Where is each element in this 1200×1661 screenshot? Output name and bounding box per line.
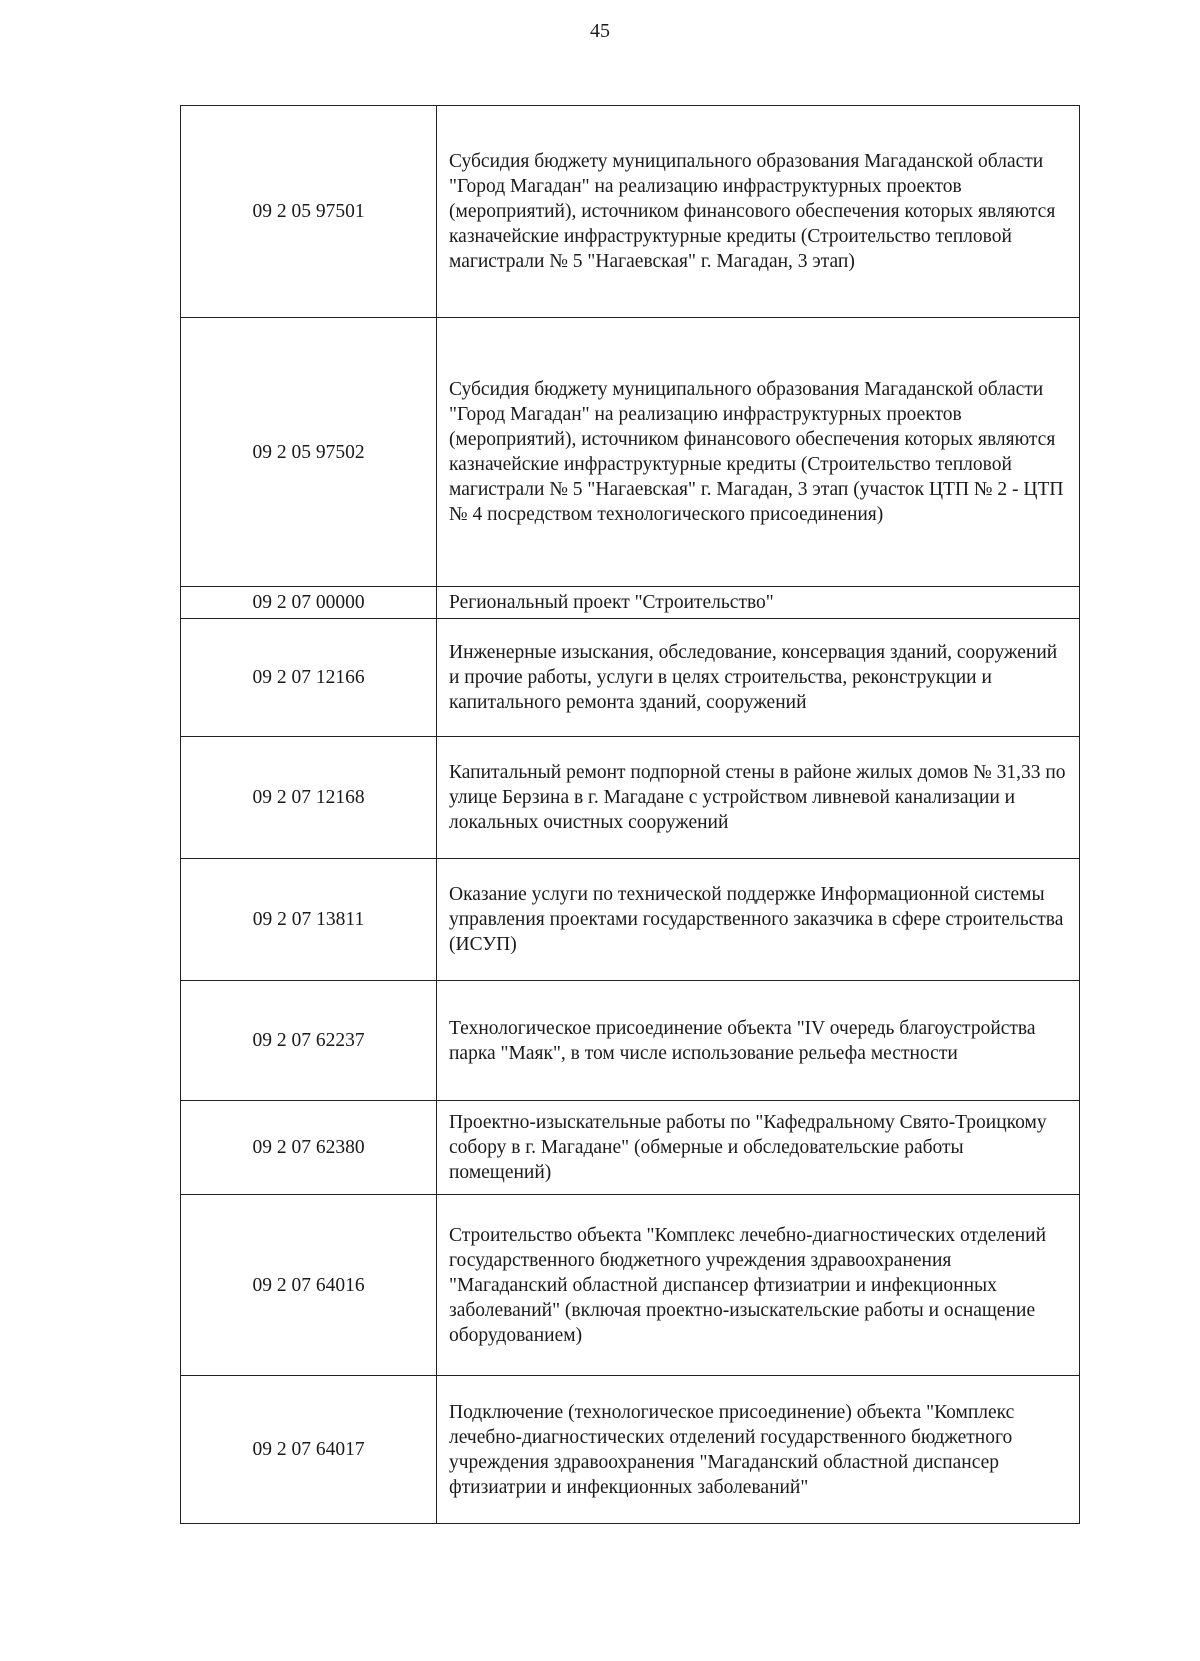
table-row [181,619,1080,737]
table-row [181,1376,1080,1524]
row-code: 09 2 07 64017 [181,1376,437,1524]
row-description: Проектно-изыскательные работы по "Кафедральному Свято-Троицкому собору в г. Магадане" (обмерные и обследовательские работы помещений) [437,1101,1080,1195]
table-row [181,1101,1080,1195]
table-row [181,1195,1080,1376]
row-description: Капитальный ремонт подпорной стены в районе жилых домов № 31,33 по улице Берзина в г. Магадане с устройством ливневой канализации и локальных очистных сооружений [437,737,1080,859]
table-row [181,737,1080,859]
table-row [181,981,1080,1101]
row-code: 09 2 07 62237 [181,981,437,1101]
table-row [181,587,1080,619]
row-description: Подключение (технологическое присоединение) объекта "Комплекс лечебно-диагностических отделений государственного бюджетного учреждения здравоохранения "Магаданский областной диспансер фтизиатрии и инфекционных заболеваний" [437,1376,1080,1524]
table-row [181,318,1080,587]
row-description: Региональный проект "Строительство" [437,587,1080,619]
row-code: 09 2 07 62380 [181,1101,437,1195]
table-row [181,106,1080,318]
row-code: 09 2 05 97502 [181,318,437,587]
row-description: Инженерные изыскания, обследование, консервация зданий, сооружений и прочие работы, услуги в целях строительства, реконструкции и капитального ремонта зданий, сооружений [437,619,1080,737]
row-description: Субсидия бюджету муниципального образования Магаданской области "Город Магадан" на реализацию инфраструктурных проектов (мероприятий), источником финансового обеспечения которых являются казначейские инфраструктурные кредиты (Строительство тепловой магистрали № 5 "Нагаевская" г. Магадан, 3 этап (участок ЦТП № 2 - ЦТП № 4 посредством технологического присоединения) [437,318,1080,587]
row-description: Субсидия бюджету муниципального образования Магаданской области "Город Магадан" на реализацию инфраструктурных проектов (мероприятий), источником финансового обеспечения которых являются казначейские инфраструктурные кредиты (Строительство тепловой магистрали № 5 "Нагаевская" г. Магадан, 3 этап) [437,106,1080,318]
row-code: 09 2 07 12168 [181,737,437,859]
table-row [181,859,1080,981]
row-code: 09 2 07 00000 [181,587,437,619]
budget-classification-table [180,105,1080,1524]
row-code: 09 2 07 13811 [181,859,437,981]
row-description: Технологическое присоединение объекта "IV очередь благоустройства парка "Маяк", в том числе использование рельефа местности [437,981,1080,1101]
row-code: 09 2 07 12166 [181,619,437,737]
row-code: 09 2 05 97501 [181,106,437,318]
page-number: 45 [590,20,610,42]
row-code: 09 2 07 64016 [181,1195,437,1376]
row-description: Строительство объекта "Комплекс лечебно-диагностических отделений государственного бюджетного учреждения здравоохранения "Магаданский областной диспансер фтизиатрии и инфекционных заболеваний" (включая проектно-изыскательские работы и оснащение оборудованием) [437,1195,1080,1376]
row-description: Оказание услуги по технической поддержке Информационной системы управления проектами государственного заказчика в сфере строительства (ИСУП) [437,859,1080,981]
